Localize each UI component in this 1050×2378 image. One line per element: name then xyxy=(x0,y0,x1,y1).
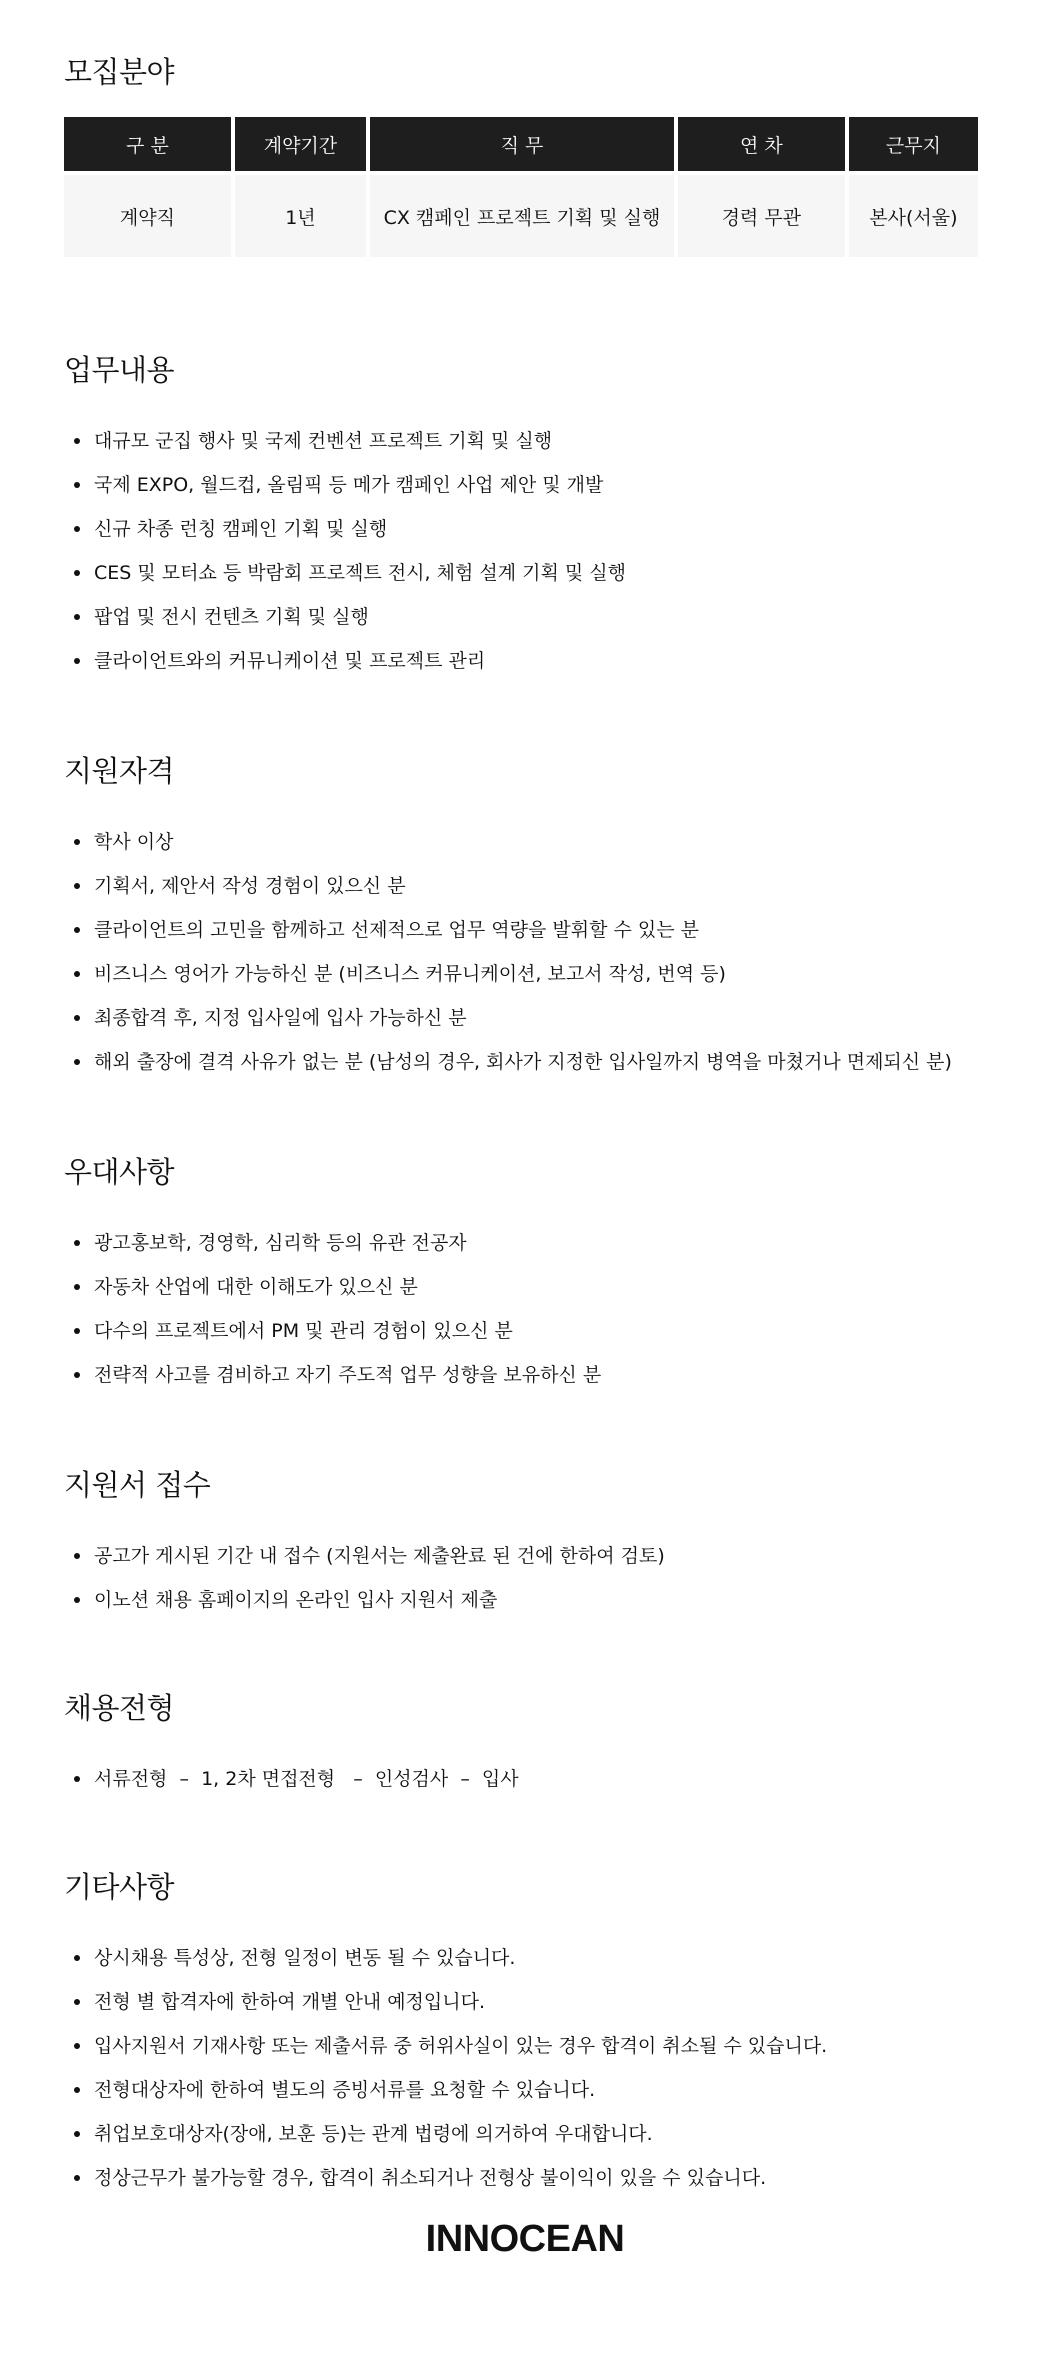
bullet-icon xyxy=(74,1955,80,1961)
bullet-icon xyxy=(74,526,80,532)
innocean-logo: INNOCEAN xyxy=(425,2218,625,2260)
list-item: 상시채용 특성상, 전형 일정이 변동 될 수 있습니다. xyxy=(64,1936,986,1980)
bullet-icon xyxy=(74,614,80,620)
recruit-section xyxy=(64,50,986,257)
list-item: 취업보호대상자(장애, 보훈 등)는 관계 법령에 의거하여 우대합니다. xyxy=(64,2112,986,2156)
list-item: 기획서, 제안서 작성 경험이 있으신 분 xyxy=(64,864,986,908)
duties-section xyxy=(64,348,986,683)
list-item: 국제 EXPO, 월드컵, 올림픽 등 메가 캠페인 사업 제안 및 개발 xyxy=(64,463,986,507)
bullet-icon xyxy=(74,1284,80,1290)
table-row xyxy=(64,171,978,257)
table-header-row xyxy=(64,117,978,171)
table-cell: 본사(서울) xyxy=(849,171,978,257)
list-item: 학사 이상 xyxy=(64,820,986,864)
qualifications-title: 지원자격 xyxy=(64,754,175,788)
list-item: 신규 차종 런칭 캠페인 기획 및 실행 xyxy=(64,507,986,551)
bullet-icon xyxy=(74,1776,80,1782)
preferences-title: 우대사항 xyxy=(64,1155,175,1189)
qualifications-list xyxy=(64,820,986,1084)
table-cell: 1년 xyxy=(235,171,366,257)
list-item: 전략적 사고를 겸비하고 자기 주도적 업무 성향을 보유하신 분 xyxy=(64,1353,986,1397)
recruit-table xyxy=(60,117,982,257)
table-cell: 경력 무관 xyxy=(678,171,845,257)
preferences-list xyxy=(64,1221,986,1397)
bullet-icon xyxy=(74,839,80,845)
bullet-icon xyxy=(74,1553,80,1559)
process-list xyxy=(64,1757,986,1801)
bullet-icon xyxy=(74,658,80,664)
list-item: 자동차 산업에 대한 이해도가 있으신 분 xyxy=(64,1265,986,1309)
list-item: 입사지원서 기재사항 또는 제출서류 중 허위사실이 있는 경우 합격이 취소될 수 있습니다. xyxy=(64,2024,986,2068)
table-header-cell: 근무지 xyxy=(849,117,978,171)
bullet-icon xyxy=(74,1372,80,1378)
bullet-icon xyxy=(74,1015,80,1021)
list-item: 클라이언트의 고민을 함께하고 선제적으로 업무 역량을 발휘할 수 있는 분 xyxy=(64,908,986,952)
table-cell: CX 캠페인 프로젝트 기획 및 실행 xyxy=(370,171,674,257)
table-header-cell: 연 차 xyxy=(678,117,845,171)
process-section xyxy=(64,1686,986,1801)
list-item: 서류전형 – 1, 2차 면접전형 – 인성검사 – 입사 xyxy=(64,1757,986,1801)
list-item: CES 및 모터쇼 등 박람회 프로젝트 전시, 체험 설계 기획 및 실행 xyxy=(64,551,986,595)
table-header-cell: 구 분 xyxy=(64,117,231,171)
bullet-icon xyxy=(74,1328,80,1334)
list-item: 정상근무가 불가능할 경우, 합격이 취소되거나 전형상 불이익이 있을 수 있습니다. xyxy=(64,2156,986,2200)
bullet-icon xyxy=(74,2087,80,2093)
bullet-icon xyxy=(74,2131,80,2137)
list-item: 최종합격 후, 지정 입사일에 입사 가능하신 분 xyxy=(64,996,986,1040)
application-title: 지원서 접수 xyxy=(64,1468,211,1502)
list-item: 대규모 군집 행사 및 국제 컨벤션 프로젝트 기획 및 실행 xyxy=(64,419,986,463)
list-item: 공고가 게시된 기간 내 접수 (지원서는 제출완료 된 건에 한하여 검토) xyxy=(64,1534,986,1578)
qualifications-section xyxy=(64,749,986,1084)
duties-title: 업무내용 xyxy=(64,353,175,387)
list-item: 클라이언트와의 커뮤니케이션 및 프로젝트 관리 xyxy=(64,639,986,683)
list-item: 전형 별 합격자에 한하여 개별 안내 예정입니다. xyxy=(64,1980,986,2024)
list-item: 팝업 및 전시 컨텐츠 기획 및 실행 xyxy=(64,595,986,639)
bullet-icon xyxy=(74,2175,80,2181)
preferences-section xyxy=(64,1150,986,1397)
recruit-title: 모집분야 xyxy=(64,55,175,89)
etc-list xyxy=(64,1936,986,2200)
bullet-icon xyxy=(74,2043,80,2049)
bullet-icon xyxy=(74,570,80,576)
bullet-icon xyxy=(74,1059,80,1065)
bullet-icon xyxy=(74,482,80,488)
bullet-icon xyxy=(74,971,80,977)
bullet-icon xyxy=(74,1240,80,1246)
bullet-icon xyxy=(74,438,80,444)
table-cell: 계약직 xyxy=(64,171,231,257)
duties-list xyxy=(64,419,986,683)
bullet-icon xyxy=(74,927,80,933)
etc-title: 기타사항 xyxy=(64,1870,175,1904)
bullet-icon xyxy=(74,883,80,889)
list-item: 이노션 채용 홈페이지의 온라인 입사 지원서 제출 xyxy=(64,1578,986,1622)
table-header-cell: 계약기간 xyxy=(235,117,366,171)
list-item: 광고홍보학, 경영학, 심리학 등의 유관 전공자 xyxy=(64,1221,986,1265)
application-list xyxy=(64,1534,986,1622)
list-item: 전형대상자에 한하여 별도의 증빙서류를 요청할 수 있습니다. xyxy=(64,2068,986,2112)
list-item: 다수의 프로젝트에서 PM 및 관리 경험이 있으신 분 xyxy=(64,1309,986,1353)
bullet-icon xyxy=(74,1597,80,1603)
bullet-icon xyxy=(74,1999,80,2005)
list-item: 비즈니스 영어가 가능하신 분 (비즈니스 커뮤니케이션, 보고서 작성, 번역 등) xyxy=(64,952,986,996)
process-title: 채용전형 xyxy=(64,1691,175,1725)
list-item: 해외 출장에 결격 사유가 없는 분 (남성의 경우, 회사가 지정한 입사일까지 병역을 마쳤거나 면제되신 분) xyxy=(64,1040,986,1084)
application-section xyxy=(64,1463,986,1622)
table-header-cell: 직 무 xyxy=(370,117,674,171)
etc-section xyxy=(64,1865,986,2200)
